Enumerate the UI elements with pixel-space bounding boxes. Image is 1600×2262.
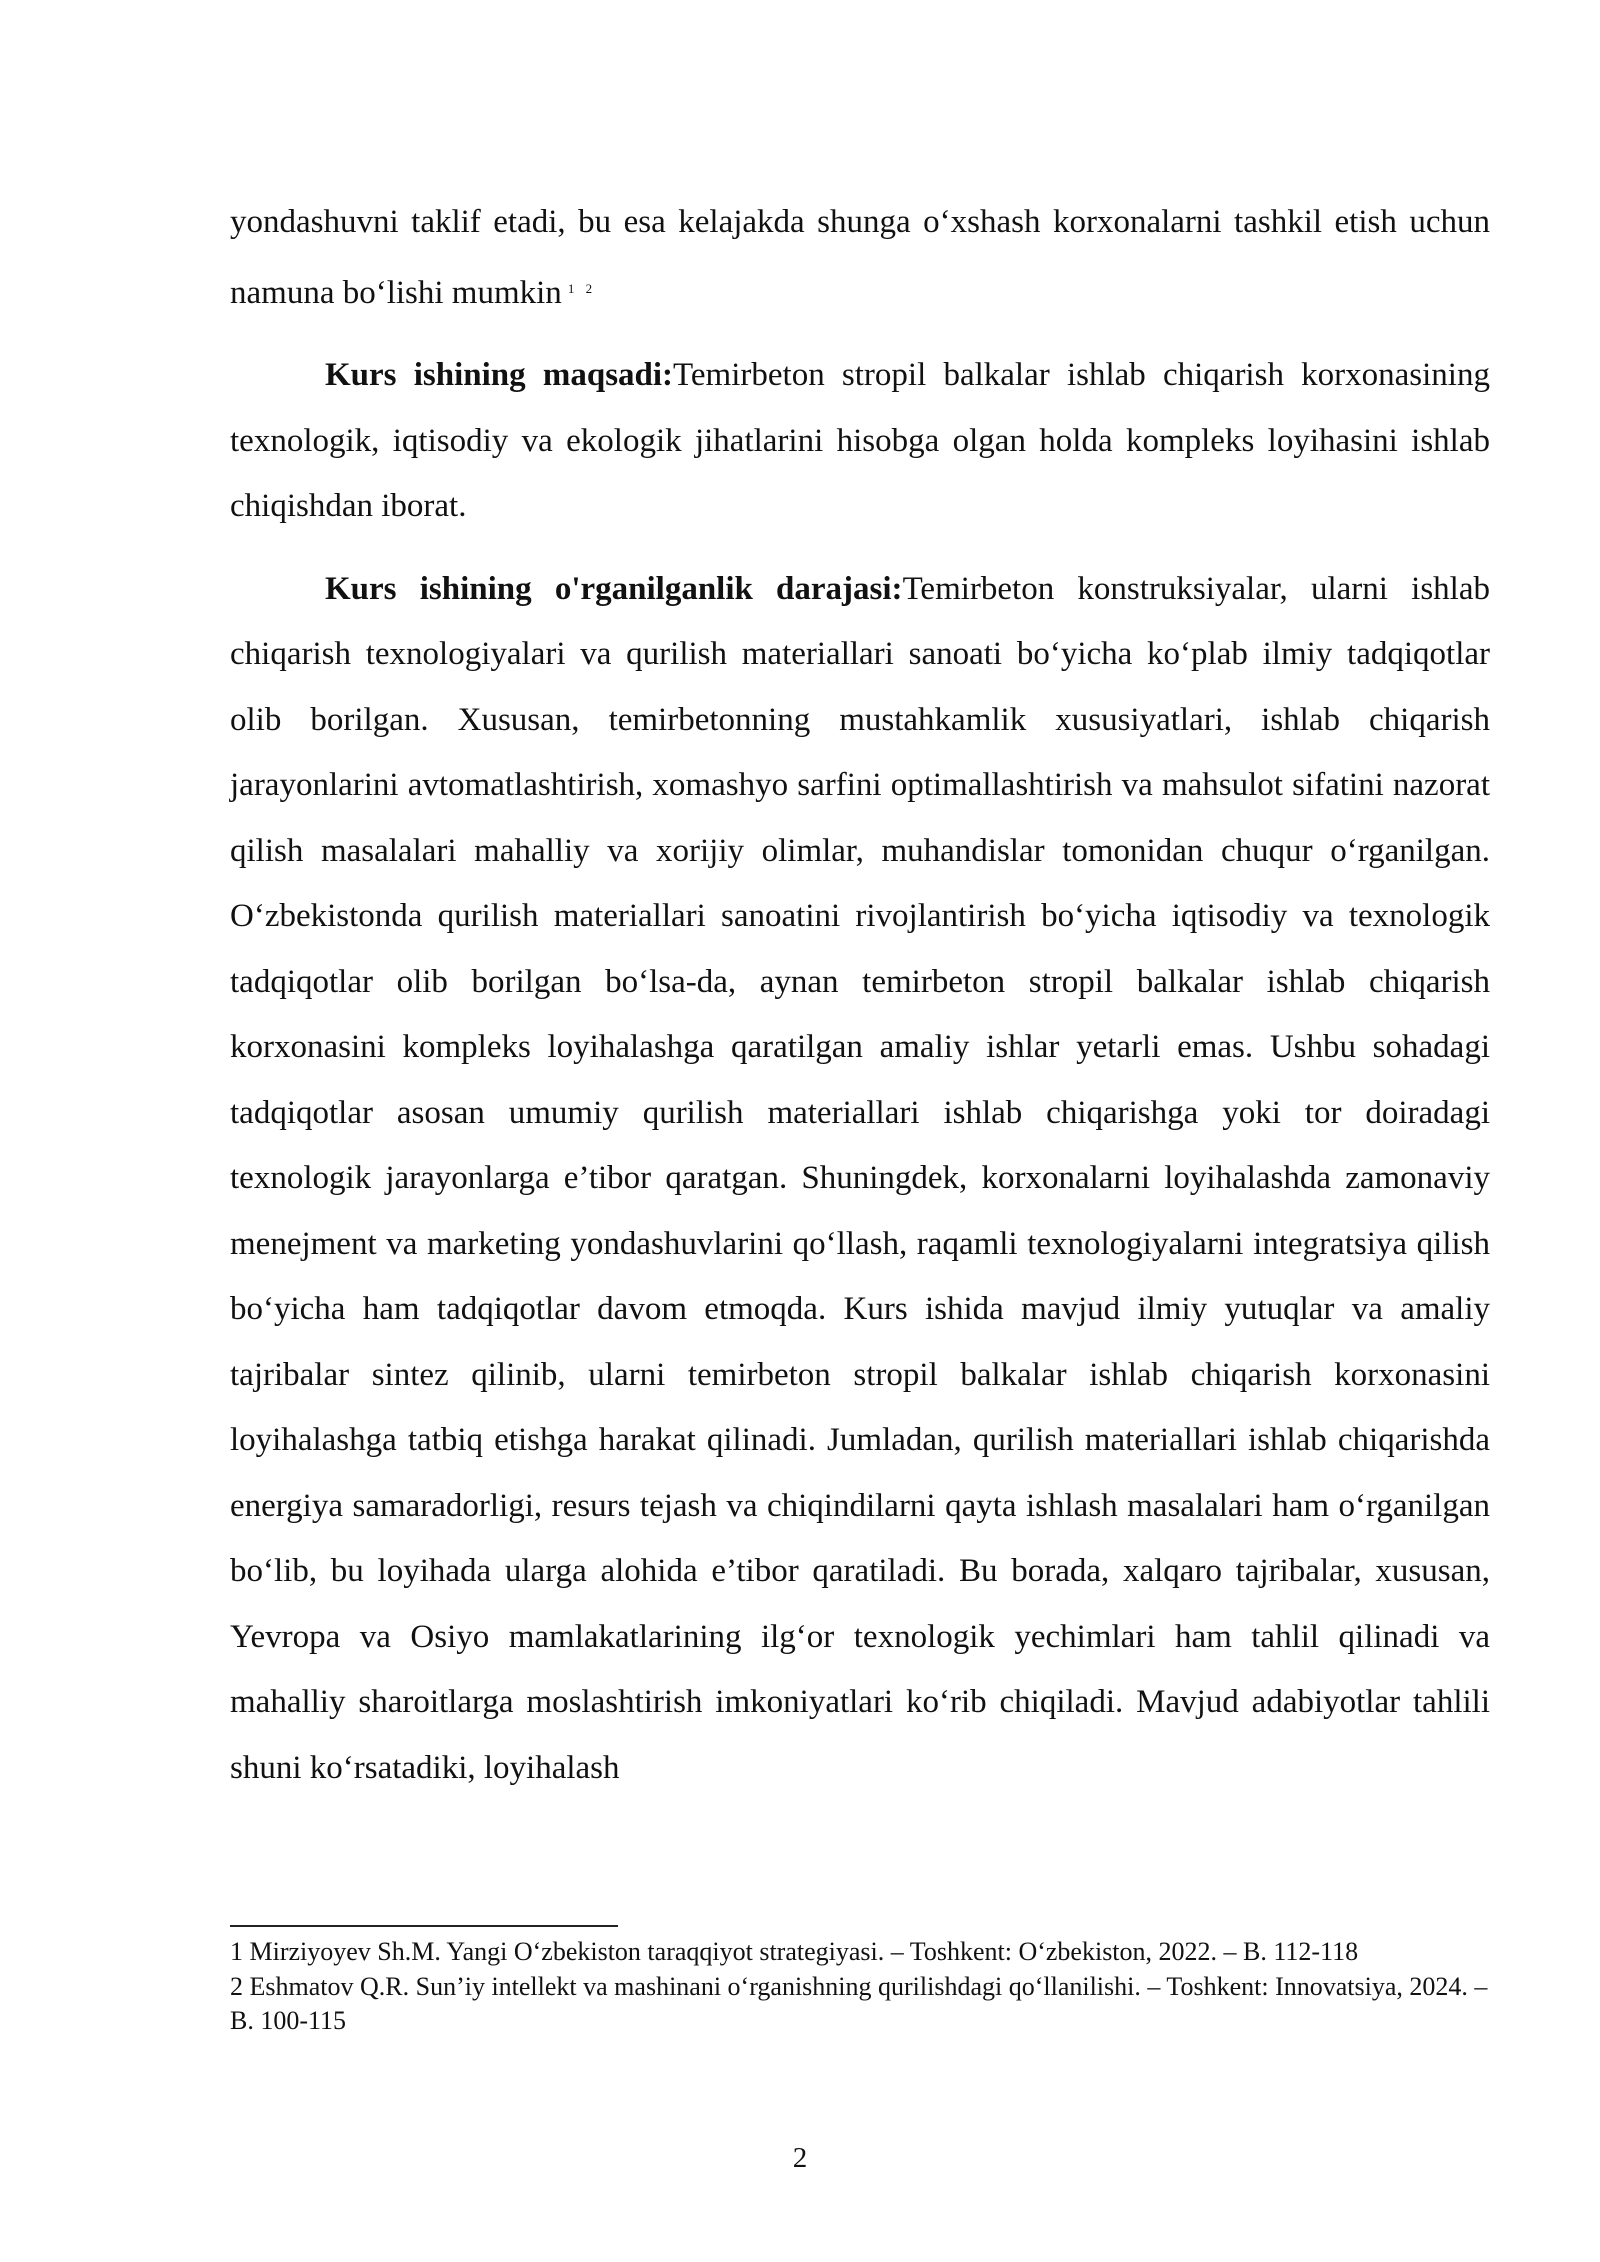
paragraph-heading: Kurs ishining o'rganilganlik darajasi: [325,570,903,607]
footnote-item: 1 Mirziyoyev Sh.M. Yangi O‘zbekiston taraqqiyot strategiyasi. – Toshkent: O‘zbekiston, 2022. – B. 112-118 [230,1937,1359,1966]
paragraph-text: yondashuvni taklif etadi, bu esa kelajakda shunga o‘xshash korxonalarni tashkil etish uchun namuna bo‘lishi mumkin [230,204,1490,311]
paragraph-text: Temirbeton stropil balkalar ishlab chiqarish korxonasining texnologik, iqtisodiy va ekologik jihatlarini hisobga olgan holda kompleks loyihasini ishlab chiqishdan iborat. [230,357,1490,524]
paragraph-study-degree [230,557,1490,1802]
paragraph-heading: Kurs ishining maqsadi: [325,357,674,393]
paragraph-goal [230,343,1490,540]
paragraph-continuation [230,190,1490,326]
footnote-item: 2 Eshmatov Q.R. Sun’iy intellekt va mashinani o‘rganishning qurilishdagi qo‘llanilishi. – Toshkent: Innovatsiya, 2024. – B. 100-115 [230,1972,1488,2035]
paragraph-text: Temirbeton konstruksiyalar, ularni ishlab chiqarish texnologiyalari va qurilish materiallari sanoati bo‘yicha ko‘plab ilmiy tadqiqotlar olib borilgan. Xususan, temirbetonning mustahkamlik xususiyatlari, ishlab chiqarish jarayonlarini avtomatlashtirish, xomashyo sarfini optimallashtirish va mahsulot sifatini nazorat qilish masalalari mahalliy va xorijiy olimlar, muhandislar tomonidan chuqur o‘rganilgan. O‘zbekistonda qurilish materiallari sanoatini rivojlantirish bo‘yicha iqtisodiy va texnologik tadqiqotlar olib borilgan bo‘lsa-da, aynan temirbeton stropil balkalar ishlab chiqarish korxonasini kompleks loyihalashga qaratilgan amaliy ishlar yetarli emas. Ushbu sohadagi tadqiqotlar asosan umumiy qurilish materiallari ishlab chiqarishga yoki tor doiradagi texnologik jarayonlarga e’tibor qaratgan. Shuningdek, korxonalarni loyihalashda zamonaviy menejment va marketing yondashuvlarini qo‘llash, raqamli texnologiyalarni integratsiya qilish bo‘yicha ham tadqiqotlar davom etmoqda. Kurs ishida mavjud ilmiy yutuqlar va amaliy tajribalar sintez qilinib, ularni temirbeton stropil balkalar ishlab chiqarish korxonasini loyihalashga tatbiq etishga harakat qilinadi. Jumladan, qurilish materiallari ishlab chiqarishda energiya samaradorligi, resurs tejash va chiqindilarni qayta ishlash masalalari ham o‘rganilgan bo‘lib, bu loyihada ularga alohida e’tibor qaratiladi. Bu borada, xalqaro tajribalar, xususan, Yevropa va Osiyo mamlakatlarining ilg‘or texnologik yechimlari ham tahlil qilinadi va mahalliy sharoitlarga moslashtirish imkoniyatlari ko‘rib chiqiladi. Mavjud adabiyotlar tahlili shuni ko‘rsatadiki, loyihalash [230,570,1490,1786]
footnote-separator [230,1925,618,1927]
page-number: 2 [792,2142,808,2174]
footnote-reference-marks: 1 2 [567,280,597,296]
body-text [230,190,1490,1818]
footnotes [230,1935,1490,2039]
